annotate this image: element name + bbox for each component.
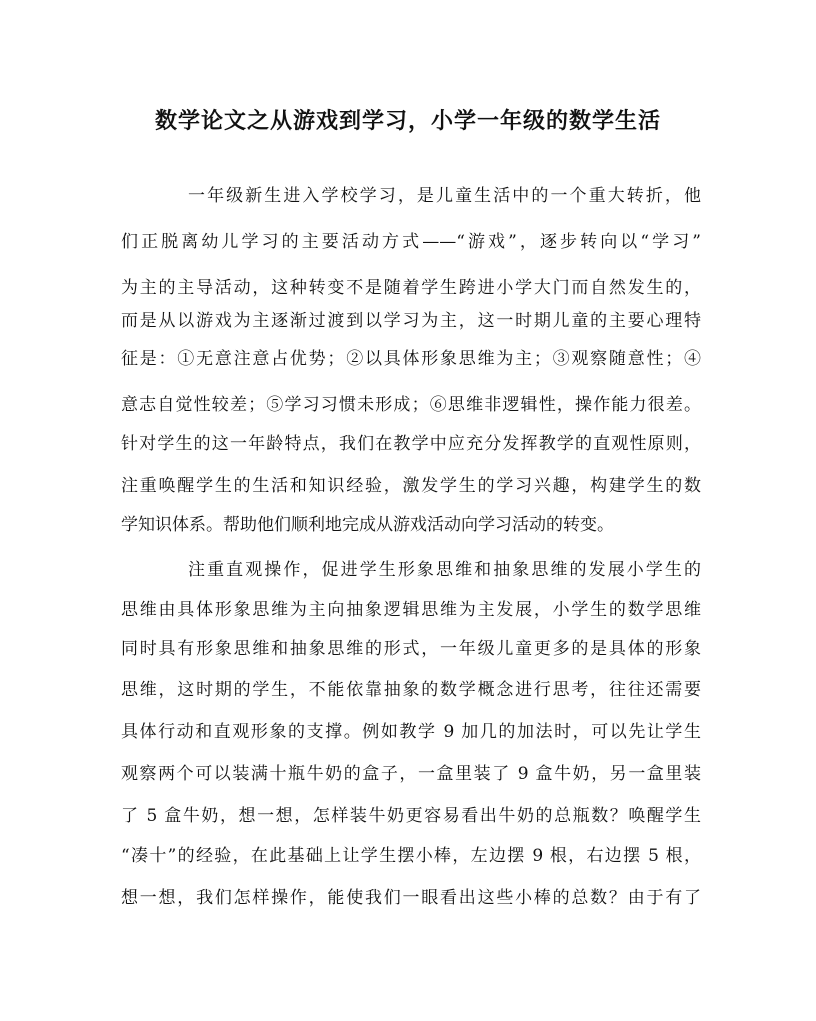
- paragraph-2-line-7: 了 5 盒牛奶，想一想，怎样装牛奶更容易看出牛奶的总瓶数？唤醒学生: [121, 806, 701, 826]
- paragraph-2-line-1: 注重直观操作，促进学生形象思维和抽象思维的发展小学生的: [188, 560, 701, 580]
- paragraph-2-line-3: 同时具有形象思维和抽象思维的形式，一年级儿童更多的是具体的形象: [121, 639, 701, 659]
- paragraph-2-line-2: 思维由具体形象思维为主向抽象逻辑思维为主发展，小学生的数学思维: [121, 600, 701, 620]
- document-title: 数学论文之从游戏到学习，小学一年级的数学生活: [154, 108, 661, 134]
- paragraph-1-line-7: 针对学生的这一年龄特点，我们在教学中应充分发挥教学的直观性原则，: [121, 434, 701, 454]
- paragraph-2-line-4: 思维，这时期的学生，不能依靠抽象的数学概念进行思考，往往还需要: [121, 680, 701, 700]
- paragraph-1-line-3: 为主的主导活动，这种转变不是随着学生跨进小学大门而自然发生的，: [121, 278, 701, 298]
- paragraph-2-line-8: “凑十”的经验，在此基础上让学生摆小棒，左边摆 9 根，右边摆 5 根，: [121, 846, 701, 866]
- paragraph-1-line-6: 意志自觉性较差；⑤学习习惯未形成；⑥思维非逻辑性，操作能力很差。: [121, 395, 701, 415]
- paragraph-2-line-9: 想一想，我们怎样操作，能使我们一眼看出这些小棒的总数？由于有了: [121, 888, 701, 908]
- paragraph-1-line-1: 一年级新生进入学校学习，是儿童生活中的一个重大转折，他: [188, 186, 701, 206]
- paragraph-1-line-4: 而是从以游戏为主逐渐过渡到以学习为主，这一时期儿童的主要心理特: [121, 311, 701, 331]
- paragraph-2-line-6: 观察两个可以装满十瓶牛奶的盒子，一盒里装了 9 盒牛奶，另一盒里装: [121, 764, 701, 784]
- paragraph-1-line-8: 注重唤醒学生的生活和知识经验，激发学生的学习兴趣，构建学生的数: [121, 476, 701, 496]
- paragraph-2-line-5: 具体行动和直观形象的支撑。例如教学 9 加几的加法时，可以先让学生: [121, 722, 701, 742]
- paragraph-1-line-2: 们正脱离幼儿学习的主要活动方式——“游戏”，逐步转向以“学习”: [121, 232, 701, 252]
- paragraph-1-line-5: 征是：①无意注意占优势；②以具体形象思维为主；③观察随意性；④: [121, 349, 701, 369]
- paragraph-1-line-9: 学知识体系。帮助他们顺利地完成从游戏活动向学习活动的转变。: [121, 515, 614, 535]
